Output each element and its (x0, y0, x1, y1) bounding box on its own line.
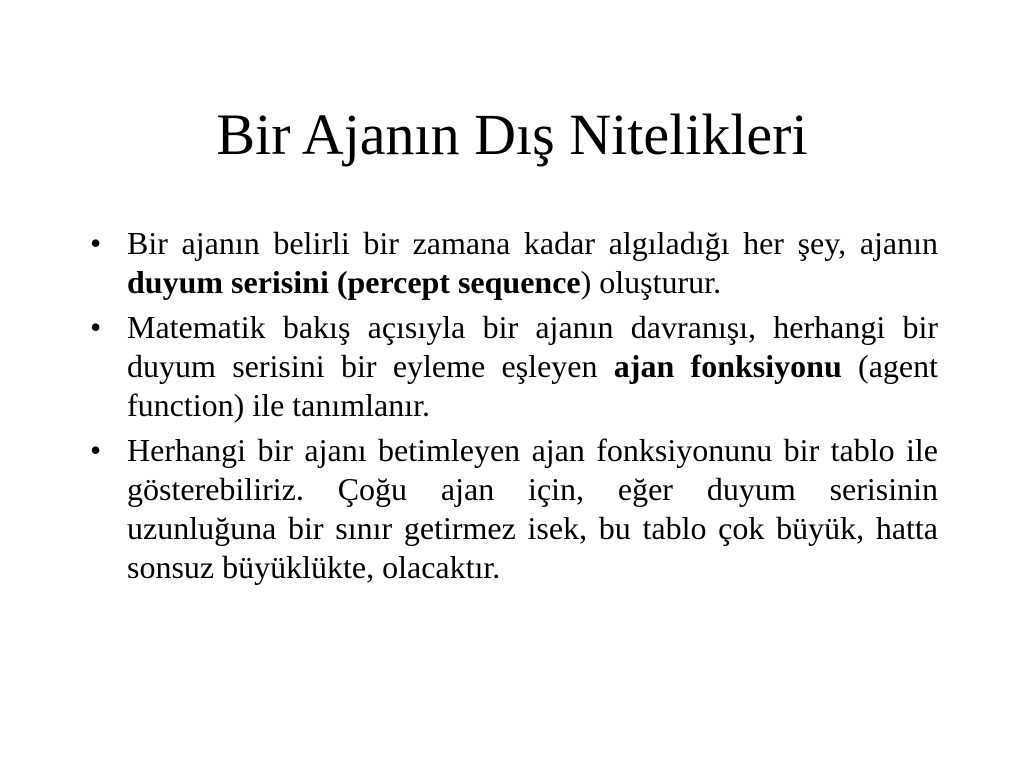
bullet-bold-term: duyum serisini (percept sequence (127, 264, 581, 300)
bullet-text-end: ) oluşturur. (580, 264, 722, 300)
slide-title: Bir Ajanın Dış Nitelikleri (216, 102, 808, 167)
bullet-text: Herhangi bir ajanı betimleyen ajan fonksiyonunu bir tablo ile gösterebiliriz. Çoğu ajan için, eğer duyum serisinin uzunluğuna bir sınır getirmez isek, bu tablo çok büyük, hatta sonsuz büyüklükte, olacaktır. (127, 432, 938, 585)
bullet-list (90, 224, 938, 593)
bullet-item-percept-sequence (90, 224, 938, 302)
bullet-text: Bir ajanın belirli bir zamana kadar algıladığı her şey, ajanın (127, 225, 938, 261)
bullet-icon: • (90, 309, 102, 345)
bullet-icon: • (90, 432, 102, 468)
bullet-icon: • (90, 225, 102, 261)
bullet-item-agent-function (90, 308, 938, 425)
bullet-text: Matematik bakış açısıyla bir ajanın davranışı, herhangi bir duyum serisini bir eyleme eşleyen (127, 309, 938, 384)
bullet-item-table-representation (90, 431, 938, 587)
bullet-text-end: (agent function) ile tanımlanır. (127, 348, 938, 423)
bullet-bold-term: ajan fonksiyonu (613, 348, 842, 384)
